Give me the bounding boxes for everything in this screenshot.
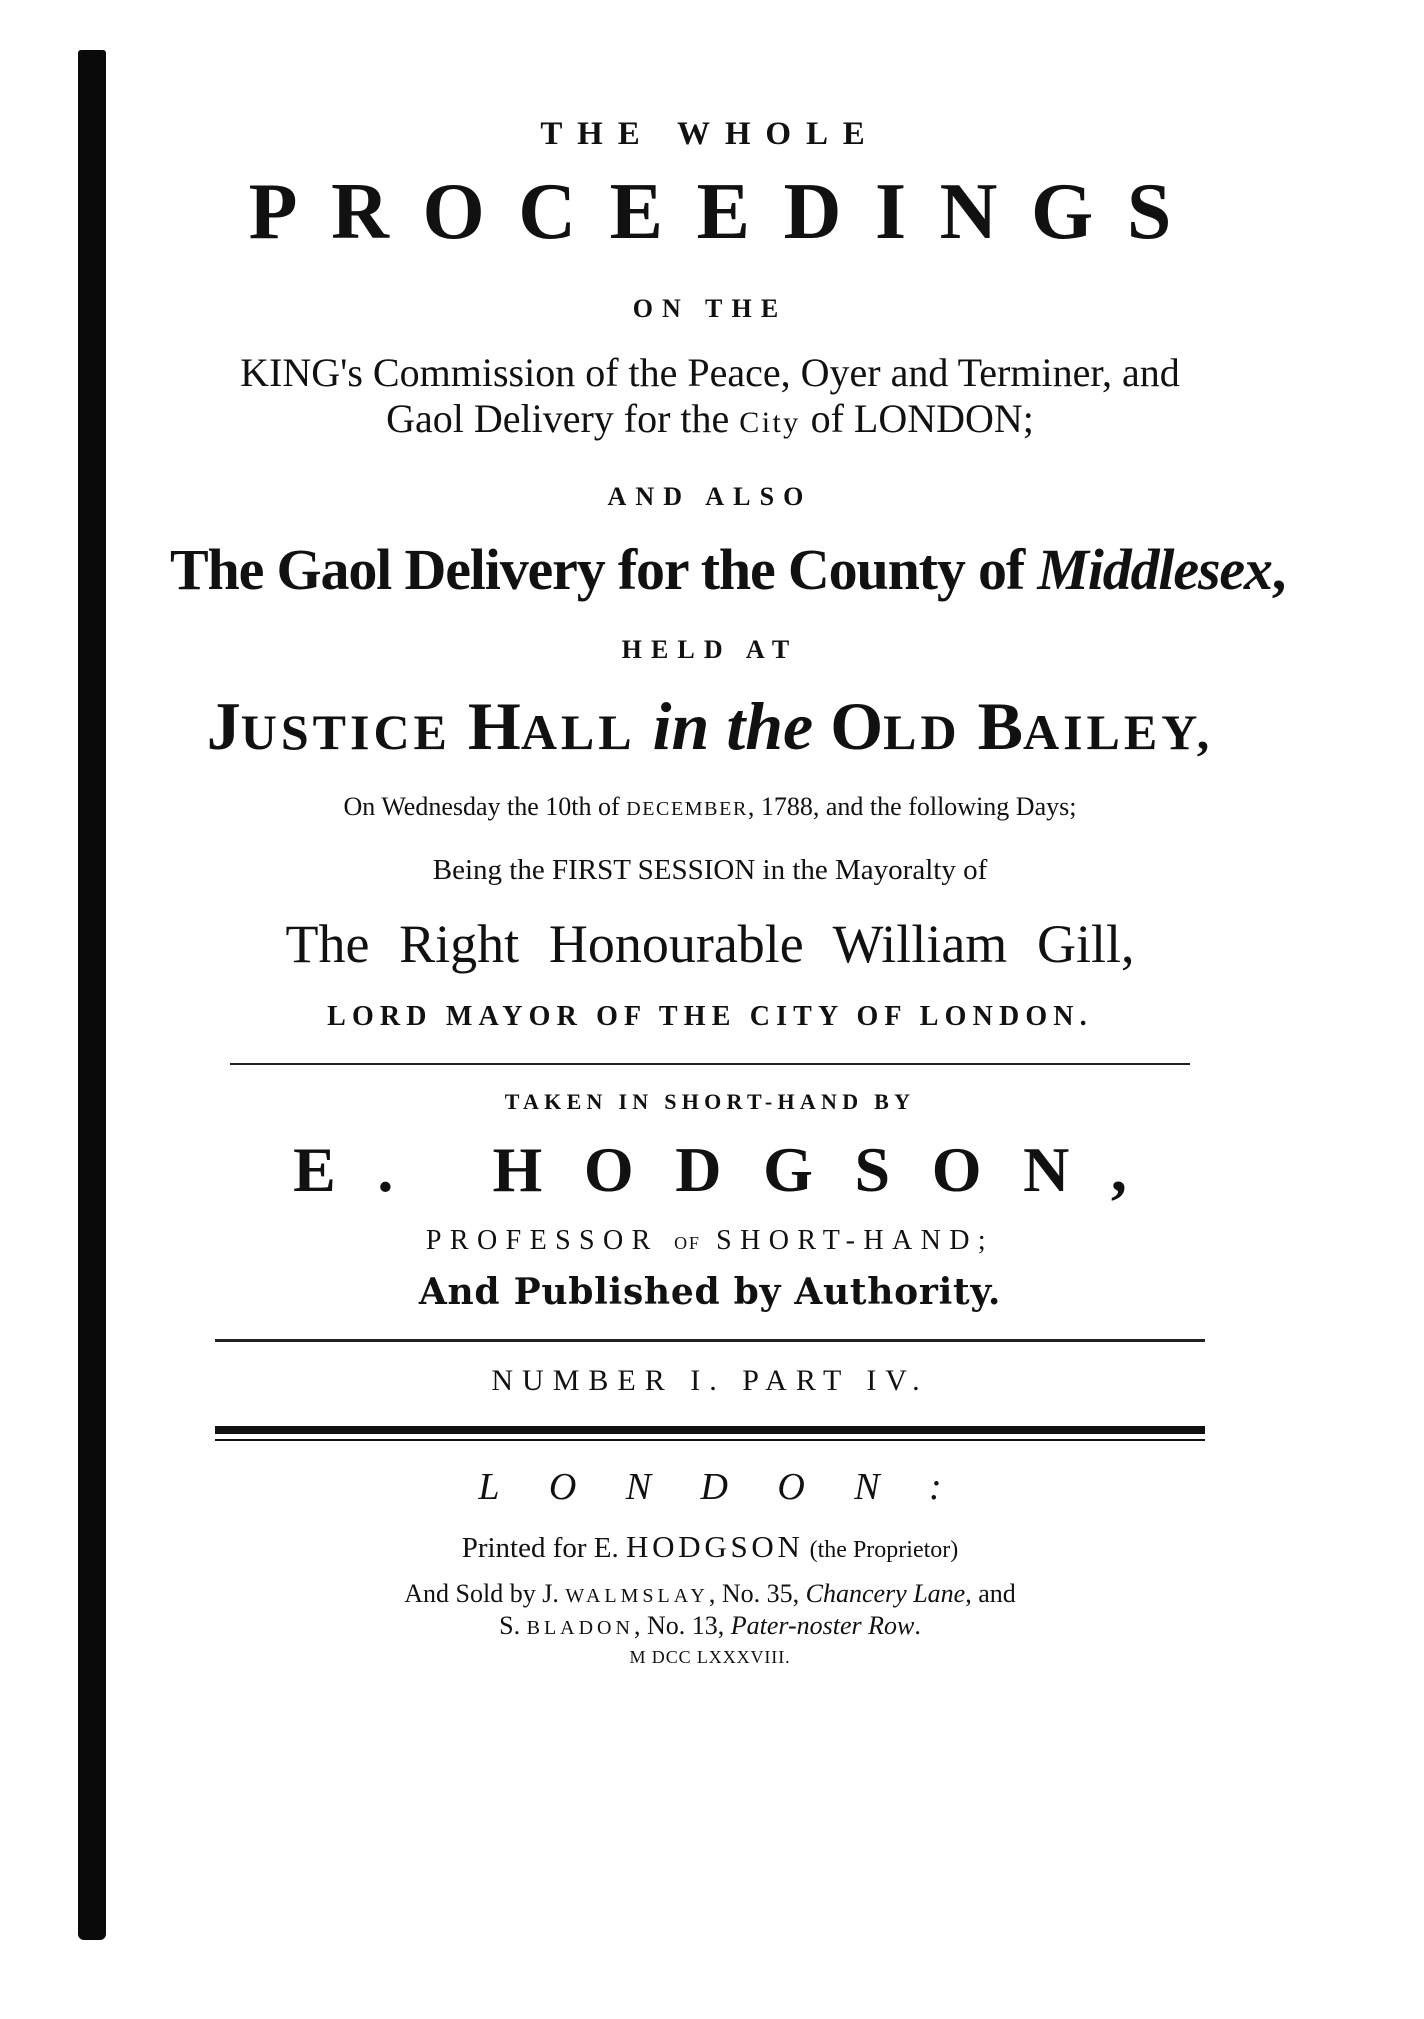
old-initial: O [830, 688, 884, 764]
session-date-a: On Wednesday the 10th of [343, 792, 627, 821]
bailey-initial: B [960, 688, 1023, 764]
heading-proceedings: PROCEEDINGS [248, 168, 1205, 256]
heading-on-the: ON THE [632, 294, 788, 323]
double-rule-thin [215, 1439, 1205, 1441]
county-name: Middlesex [1037, 537, 1272, 602]
commission-text [170, 350, 1250, 446]
sold-1b: , No. 35, [708, 1579, 806, 1608]
hall-rest: ALL [520, 704, 636, 760]
old-rest: LD [883, 704, 961, 760]
sold-1a: And Sold by J. [404, 1579, 566, 1608]
divider [215, 1339, 1205, 1342]
hall-initial: H [467, 688, 521, 764]
professor-of: OF [674, 1233, 701, 1253]
justice-hall-heading [170, 687, 1250, 766]
professor-line [170, 1225, 1250, 1257]
justice-initial: J [206, 688, 241, 764]
sold-1-name: WALMSLAY [565, 1585, 709, 1607]
imprint-year: M DCC LXXXVIII. [629, 1647, 791, 1667]
sold-2c: . [914, 1611, 921, 1640]
lord-mayor-title: LORD MAYOR OF THE CITY OF LONDON. [327, 1001, 1093, 1032]
justice-rest: USTICE [240, 704, 451, 760]
first-session-line: Being the FIRST SESSION in the Mayoralty of [432, 854, 988, 886]
sold-2-place: Pater-noster Row [730, 1611, 915, 1640]
printed-a: Printed for E. [461, 1532, 627, 1564]
heading-and-also: AND ALSO [607, 482, 813, 511]
sold-1c: , and [965, 1579, 1016, 1608]
sold-by [170, 1579, 1250, 1643]
heading-the-whole: THE WHOLE [540, 116, 880, 152]
number-part: NUMBER I. PART IV. [491, 1364, 929, 1397]
imprint-london: LONDON: [478, 1466, 991, 1508]
printed-b: (the Proprietor) [803, 1537, 959, 1563]
session-date-b: , 1788, and the following Days; [747, 792, 1077, 821]
gaol-delivery-heading [170, 536, 1286, 603]
sold-2a: S. [499, 1611, 527, 1640]
binding-edge [78, 50, 106, 1940]
published-by-authority: And Published by Authority. [418, 1271, 1002, 1313]
professor-b: SHORT-HAND; [700, 1225, 995, 1256]
professor-a: PROFESSOR [425, 1225, 675, 1256]
author-name: E. HODGSON, [293, 1134, 1169, 1205]
session-date [170, 792, 1250, 822]
commission-line-2a: Gaol Delivery for the [386, 396, 740, 441]
gaol-delivery-text: The Gaol Delivery for the County of [170, 537, 1038, 602]
divider [230, 1063, 1190, 1065]
sold-1-place: Chancery Lane [805, 1579, 966, 1608]
gaol-delivery-comma: , [1271, 537, 1286, 602]
taken-by: TAKEN IN SHORT-HAND BY [504, 1089, 916, 1114]
double-rule-thick [215, 1426, 1205, 1434]
bailey-rest: AILEY, [1022, 704, 1214, 760]
session-month: DECEMBER [626, 798, 748, 820]
printed-name: HODGSON [626, 1529, 804, 1564]
sold-2b: , No. 13, [633, 1611, 731, 1640]
commission-line-1: KING's Commission of the Peace, Oyer and Terminer, and [240, 350, 1180, 395]
commission-line-2b: of LONDON; [800, 396, 1034, 441]
heading-held-at: HELD AT [621, 635, 799, 664]
mayor-name: The Right Honourable William Gill, [285, 914, 1135, 974]
sold-2-name: BLADON [526, 1617, 634, 1639]
printed-for [170, 1529, 1250, 1565]
commission-city: City [739, 406, 801, 439]
title-page [170, 100, 1286, 1668]
in-the: in the [635, 688, 831, 764]
